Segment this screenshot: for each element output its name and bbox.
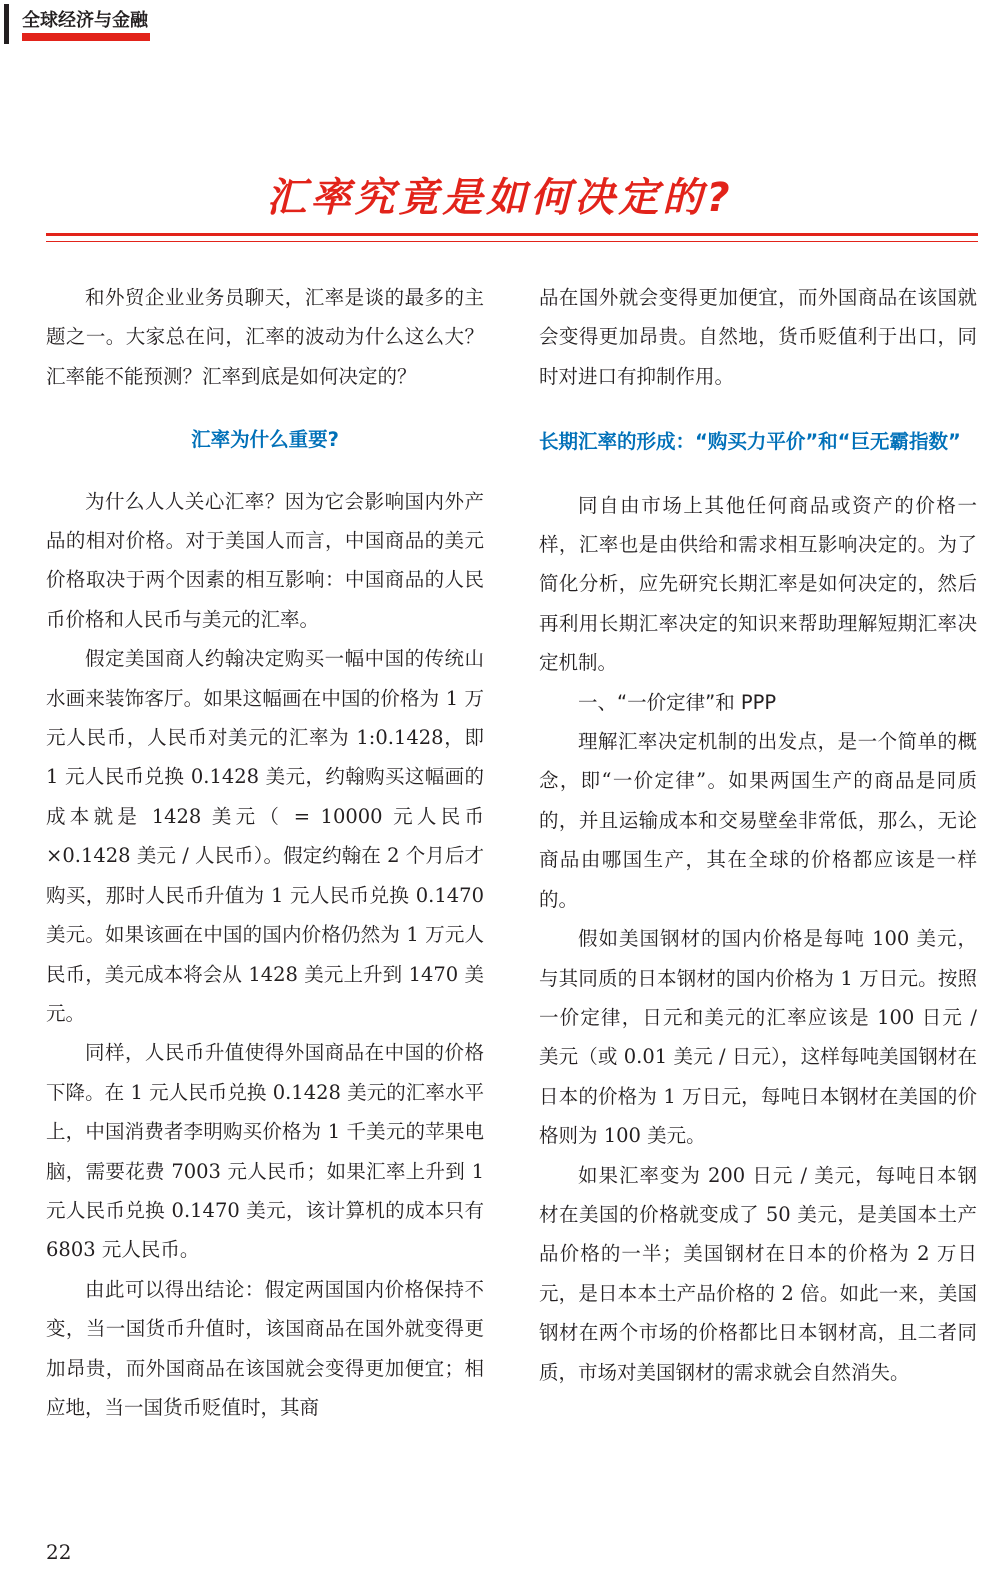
paragraph: [539, 722, 977, 919]
title-rule-thick: [46, 233, 978, 236]
subheading: 汇率为什么重要?: [191, 428, 339, 452]
section-title: 全球经济与金融: [22, 10, 148, 31]
emphasis-text: 为什么人人关心汇率: [85, 489, 265, 513]
article-title: 汇率究竟是如何决定的?: [266, 175, 734, 221]
paragraph: 同自由市场上其他任何商品或资产的价格一样，汇率也是由供给和需求相互影响决定的。为了简化分析，应先研究长期汇率是如何决定的，然后再利用长期汇率决定的知识来帮助理解短期汇率决定机制。: [539, 493, 977, 675]
right-column: [539, 278, 977, 1392]
text-run: ”。如果两国生产的商品是同质的，并且运输成本和交易壁垒非常低，那么，无论商品由哪国生产，其在全球的价格都应该是一样的。: [539, 769, 977, 911]
section-bar: [4, 4, 9, 44]
text-run: 理解汇率决定机制的出发点，是一个简单的概念，即“: [539, 730, 977, 793]
paragraph: 假定美国商人约翰决定购买一幅中国的传统山水画来装饰客厅。如果这幅画在中国的价格为 1 万元人民币，人民币对美元的汇率为 1:0.1428，即 1 元人民币兑换 0.1428 美元，约翰购买这幅画的成本就是 1428 美元（ = 10000 元人民币 ×0.1428 美元 / 人民币）。假定约翰在 2 个月后才购买，那时人民币升值为 1 元人民币兑换 0.1470 美元。如果该画在中国的国内价格仍然为 1 万元人民币，美元成本将会从 1428 美元上升到 1470 美元。: [46, 647, 484, 1025]
paragraph: 和外贸企业业务员聊天，汇率是谈的最多的主题之一。大家总在问，汇率的波动为什么这么大？汇率能不能预测？汇率到底是如何决定的？: [46, 286, 484, 388]
paragraph: 假如美国钢材的国内价格是每吨 100 美元，与其同质的日本钢材的国内价格为 1 万日元。按照一价定律，日元和美元的汇率应该是 100 日元 / 美元（或 0.01 美元 / 日元），这样每吨美国钢材在日本的价格为 1 万日元，每吨日本钢材在美国的价格则为 100 美元。: [539, 927, 977, 1148]
title-rule-thin: [46, 241, 978, 242]
paragraph: 如果汇率变为 200 日元 / 美元，每吨日本钢材在美国的价格就变成了 50 美元，是美国本土产品价格的一半；美国钢材在日本的价格为 2 万日元，是日本本土产品价格的 2 倍。如此一来，美国钢材在两个市场的价格都比日本钢材高，且二者同质，市场对美国钢材的需求就会自然消失。: [539, 1163, 977, 1384]
emphasis-text: 影响国内外产品的相对价格: [46, 489, 484, 553]
subheading: 长期汇率的形成：“购买力平价”和“巨无霸指数”: [539, 430, 961, 454]
paragraph: 同样，人民币升值使得外国商品在中国的价格下降。在 1 元人民币兑换 0.1428 美元的汇率水平上，中国消费者李明购买价格为 1 千美元的苹果电脑，需要花费 7003 元人民币；如果汇率上升到 1 元人民币兑换 0.1470 美元，该计算机的成本只有 6803 元人民币。: [46, 1041, 484, 1262]
section-header: [0, 0, 160, 48]
page-number: 22: [46, 1540, 72, 1564]
paragraph: 由此可以得出结论：假定两国国内价格保持不变，当一国货币升值时，该国商品在国外就变得更加昂贵，而外国商品在该国就会变得更加便宜；相应地，当一国货币贬值时，其商: [46, 1277, 484, 1419]
section-underline: [22, 33, 150, 41]
sub-subheading: 一、“一价定律”和 PPP: [578, 690, 777, 714]
text-run: ？因为它会: [264, 489, 365, 513]
left-column: [46, 278, 484, 1427]
emphasis-text: 一价定律: [611, 769, 697, 793]
paragraph: [46, 482, 484, 640]
text-run: 。对于美国人而言，中国商品的美元价格取决于两个因素的相互影响：中国商品的人民币价格和人民币与美元的汇率。: [46, 529, 484, 631]
paragraph: 品在国外就会变得更加便宜，而外国商品在该国就会变得更加昂贵。自然地，货币贬值利于出口，同时对进口有抑制作用。: [539, 286, 977, 388]
